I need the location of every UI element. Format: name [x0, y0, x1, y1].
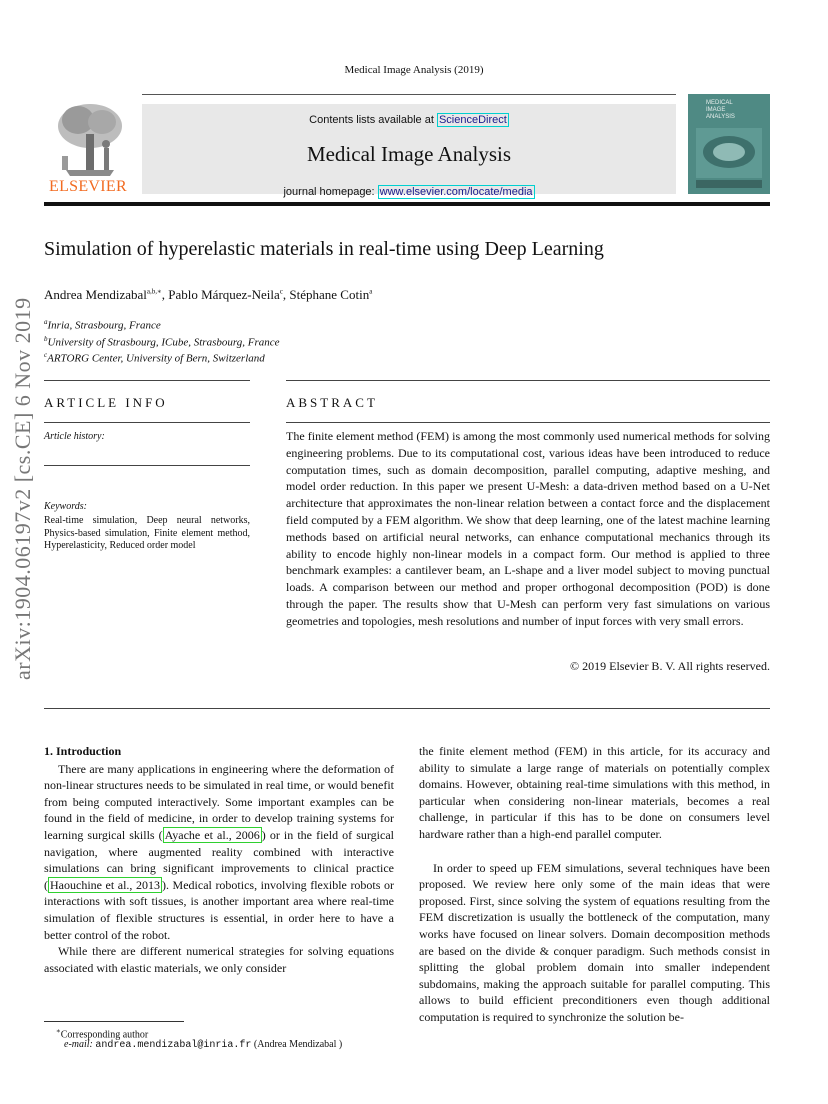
contents-prefix: Contents lists available at	[309, 114, 437, 126]
paper-title: Simulation of hyperelastic materials in real-time using Deep Learning	[44, 238, 604, 260]
keywords-list: Real-time simulation, Deep neural networks, Physics-based simulation, Finite element method, Hyperelasticity, Reduced order model	[44, 515, 250, 551]
section-heading-introduction: 1. Introduction	[44, 744, 122, 758]
article-info-top-rule	[44, 380, 250, 381]
tree-emblem-icon	[44, 100, 132, 180]
author-affiliation-mark: c	[279, 287, 283, 296]
article-history-label: Article history:	[44, 431, 105, 442]
keywords-label: Keywords:	[44, 501, 87, 512]
abstract-bottom-rule	[44, 708, 770, 709]
abstract-text: The finite element method (FEM) is among the most commonly used numerical methods for solving engineering problems. Due to its computational cost, various ideas have been introduced to reduce computation times, such as domain decomposition, parallel computing, adaptive meshing, and model order reduction. In this paper we present U-Mesh: a data-driven method based on a U-Net architecture that approximates the non-linear relation between a contact force and the displacement field computed by a FEM algorithm. We show that deep learning, one of the latest machine learning methods based on artificial neural networks, can enhance computational mechanics through its ability to encode highly non-linear models in a compact form. Our method is applied to three benchmark examples: a cantilever beam, an L-shape and a liver model subject to moving punctual loads. A comparison between our method and proper orthogonal decomposition (POD) is done through the paper. The results show that U-Mesh can perform very fast simulations on various geometries and topologies, mesh resolutions and number of input forces with very small errors.	[286, 429, 770, 628]
homepage-line	[142, 186, 676, 198]
journal-banner	[44, 94, 770, 202]
cover-title-line2: IMAGE	[706, 107, 726, 113]
author-affiliation-mark: a,b,∗	[146, 287, 162, 296]
affiliation-a: $^a$Inria, Strasbourg, France	[44, 318, 161, 332]
cover-title-line1: MEDICAL	[706, 100, 733, 106]
journal-cover-thumbnail	[688, 94, 770, 194]
author-name: Andrea Mendizabal	[44, 287, 147, 302]
article-history-rule	[44, 465, 250, 466]
sciencedirect-link[interactable]: ScienceDirect	[438, 114, 507, 126]
homepage-prefix: journal homepage:	[283, 186, 378, 198]
cover-title-line3: ANALYSIS	[706, 114, 735, 120]
abstract-rule	[286, 422, 770, 423]
footnote-corresponding: ∗Corresponding author	[56, 1027, 149, 1041]
contents-line	[142, 114, 676, 126]
article-info-rule	[44, 422, 250, 423]
email-address: andrea.mendizabal@inria.fr	[95, 1040, 252, 1051]
citation-link[interactable]: Ayache et al., 2006	[164, 827, 260, 842]
affiliation-c: $^c$ARTORG Center, University of Bern, Switzerland	[44, 351, 265, 365]
elsevier-wordmark: ELSEVIER	[49, 178, 127, 195]
body-left-column	[44, 743, 394, 976]
intro-paragraph-1: There are many applications in engineering where the deformation of non-linear structures needs to be simulated in real time, or would benefit from being computed interactively. Some important examples can be found in the field of medicine, in order to develop training systems for learning surgical skills ( Ayache et al., 2006 ) or in the field of surgical navigation, where augmented reality combined with interactive simulations can bring significant improvements to clinical practice ( Haouchine et al., 2013 ). Medical robotics, involving flexible robots or interactions with soft tissues, is another important area where real-time simulation of flexible structures is essential, in order here to have a better control of the robot.	[44, 761, 394, 942]
body-right-column	[419, 743, 770, 1026]
banner-top-rule	[142, 94, 676, 95]
abstract-heading: ABSTRACT	[286, 395, 378, 410]
copyright-notice: © 2019 Elsevier B. V. All rights reserved.	[570, 659, 770, 673]
elsevier-logo	[44, 100, 132, 200]
citation-link[interactable]: Haouchine et al., 2013	[50, 877, 160, 892]
intro-paragraph-continued: the finite element method (FEM) in this article, for its accuracy and ability to simulate a large range of materials on potentially complex domains. However, obtaining real-time simulations with this method, in particular when considering non-linear materials, becomes a real challenge, in particular if this has to be done on consumers level hardware rather than a high-end parallel computer.	[419, 744, 770, 841]
cover-art-icon	[688, 94, 770, 194]
abstract-top-rule	[286, 380, 770, 381]
author-name: , Pablo Márquez-Neila	[161, 287, 280, 302]
intro-paragraph-3: In order to speed up FEM simulations, several techniques have been proposed. We review here only some of the main ideas that were proposed. First, since solving the system of equations resulting from the FEM discretization is usually the bottleneck of the computation, many works have focused on linear solvers. Domain decomposition methods are based on the divide & conquer paradigm. Such methods consist in splitting the global problem domain into smaller independent subdomains, making the approach suitable for parallel computing. This allows to build efficient preconditioners even though additional computation is required to synchronize the solution be-	[419, 860, 770, 1024]
intro-paragraph-2: While there are different numerical strategies for solving equations associated with elastic materials, we only consider	[44, 944, 394, 975]
banner-box	[142, 104, 676, 198]
running-head: Medical Image Analysis (2019)	[344, 64, 484, 76]
banner-bottom-rule	[44, 202, 770, 206]
journal-title: Medical Image Analysis	[306, 142, 512, 166]
author-list	[44, 287, 372, 303]
author-affiliation-mark: a	[369, 287, 373, 296]
affiliation-b: $^b$University of Strasbourg, ICube, Strasbourg, France	[44, 334, 280, 349]
footnote-email: e-mail: andrea.mendizabal@inria.fr (Andrea Mendizabal )	[64, 1039, 343, 1051]
journal-homepage-link[interactable]: www.elsevier.com/locate/media	[379, 186, 533, 198]
arxiv-identifier-stamp: arXiv:1904.06197v2 [cs.CE] 6 Nov 2019	[10, 297, 35, 680]
footnote-rule	[44, 1021, 184, 1022]
author-name: , Stéphane Cotin	[282, 287, 370, 302]
article-info-heading: ARTICLE INFO	[44, 395, 168, 410]
affiliations	[44, 316, 280, 366]
